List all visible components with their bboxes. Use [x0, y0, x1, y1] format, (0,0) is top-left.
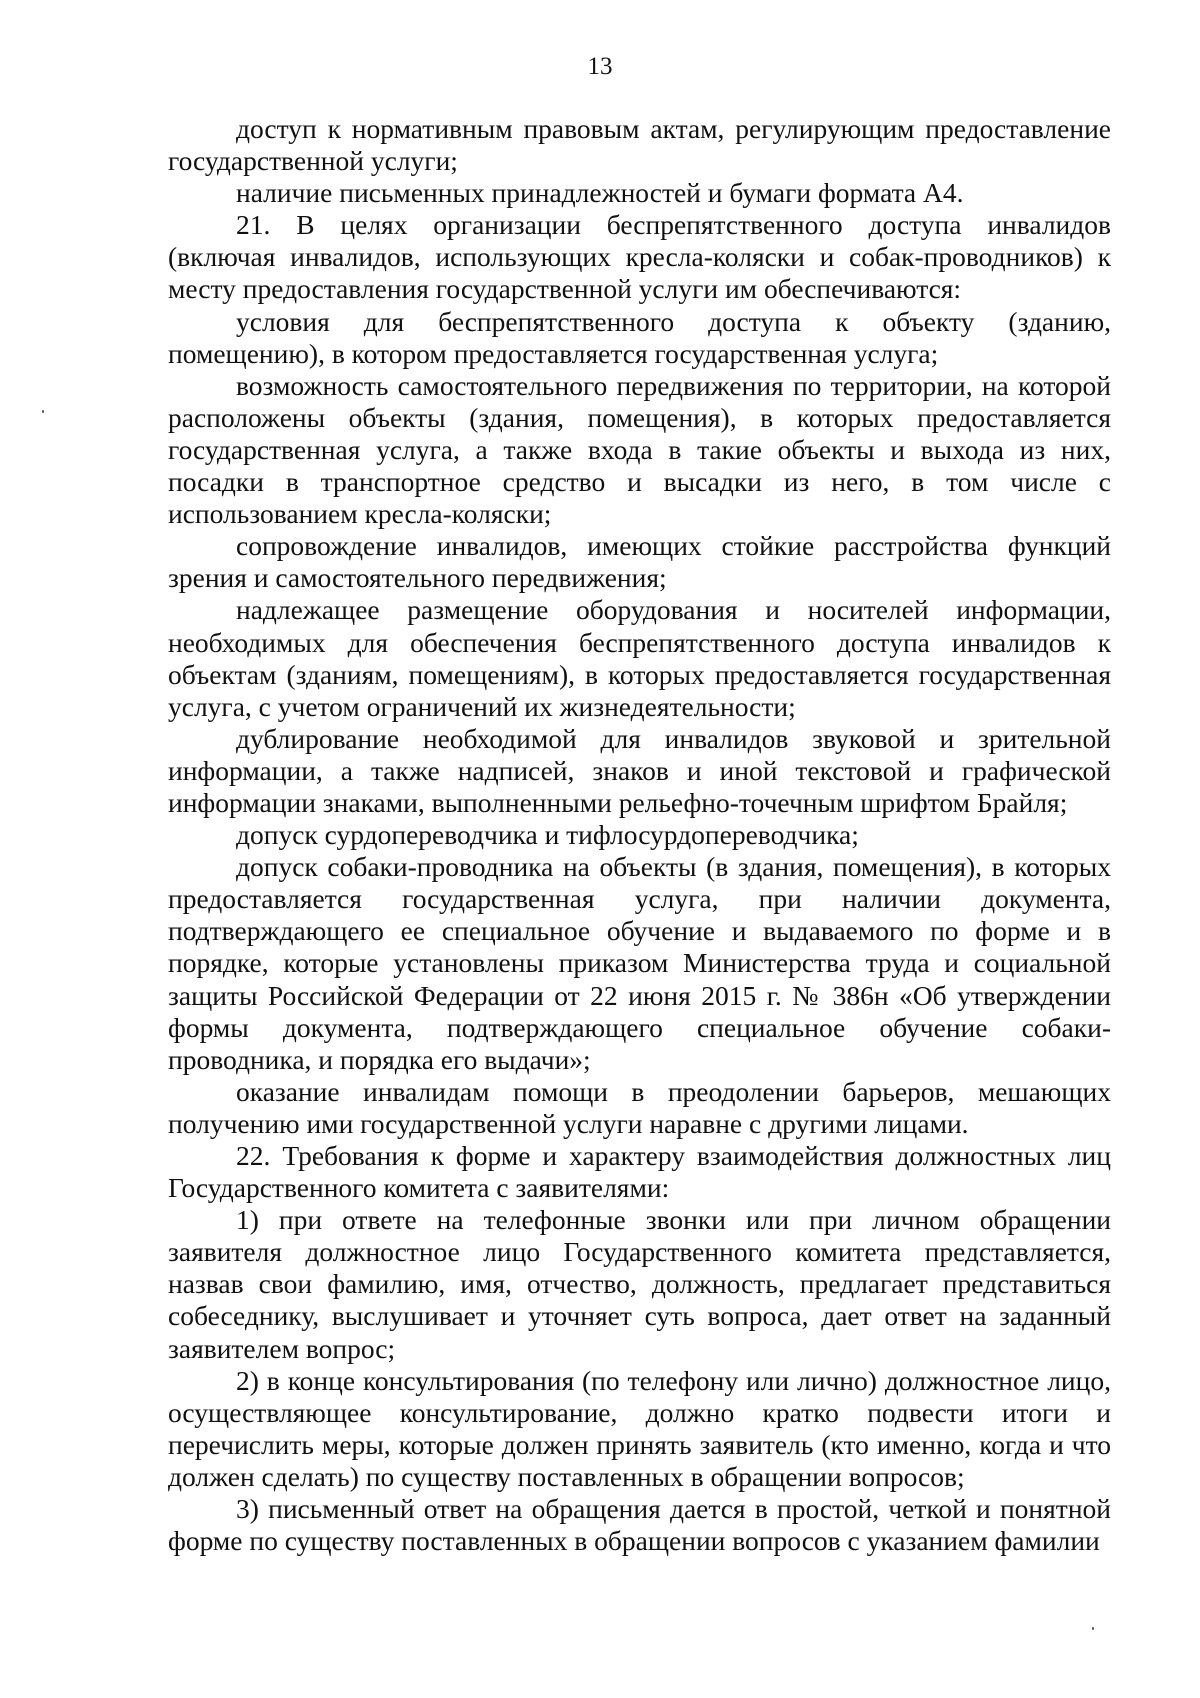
paragraph: 2) в конце консультирования (по телефону или лично) должностное лицо, осуществляющее консультирование, должно кратко подвести итоги и перечислить меры, которые должен принять заявитель (кто именно, когда и что должен сделать) по существу поставленных в обращении вопросов;: [168, 1364, 1111, 1492]
scan-speck: [42, 410, 44, 413]
paragraph: сопровождение инвалидов, имеющих стойкие расстройства функций зрения и самостоятельного передвижения;: [168, 530, 1111, 594]
paragraph: 21. В целях организации беспрепятственного доступа инвалидов (включая инвалидов, использующих кресла-коляски и собак-проводников) к месту предоставления государственной услуги им обеспечиваются:: [168, 209, 1111, 305]
paragraph: наличие письменных принадлежностей и бумаги формата А4.: [236, 177, 964, 209]
paragraph: доступ к нормативным правовым актам, регулирующим предоставление государственной услуги;: [168, 113, 1111, 177]
paragraph: возможность самостоятельного передвижения по территории, на которой расположены объекты (здания, помещения), в которых предоставляется государственная услуга, а также входа в такие объекты и выхода из них, посадки в транспортное средство и высадки из него, в том числе с использованием кресла-коляски;: [168, 369, 1111, 530]
paragraph: 3) письменный ответ на обращения дается в простой, четкой и понятной форме по существу поставленных в обращении вопросов с указанием фамилии: [168, 1493, 1111, 1557]
paragraph: 22. Требования к форме и характеру взаимодействия должностных лиц Государственного комитета с заявителями:: [168, 1140, 1111, 1204]
paragraph: дублирование необходимой для инвалидов звуковой и зрительной информации, а также надписей, знаков и иной текстовой и графической информации знаками, выполненными рельефно-точечным шрифтом Брайля;: [168, 722, 1111, 818]
document-body: [168, 113, 1111, 1557]
page-number: 13: [587, 53, 613, 80]
paragraph: надлежащее размещение оборудования и носителей информации, необходимых для обеспечения беспрепятственного доступа инвалидов к объектам (зданиям, помещениям), в которых предоставляется государственная услуга, с учетом ограничений их жизнедеятельности;: [168, 594, 1111, 722]
scan-speck: [1092, 1627, 1094, 1630]
paragraph: допуск сурдопереводчика и тифлосурдопереводчика;: [236, 819, 859, 851]
paragraph: допуск собаки-проводника на объекты (в здания, помещения), в которых предоставляется государственная услуга, при наличии документа, подтверждающего ее специальное обучение и выдаваемого по форме и в порядке, которые установлены приказом Министерства труда и социальной защиты Российской Федерации от 22 июня 2015 г. № 386н «Об утверждении формы документа, подтверждающего специальное обучение собаки-проводника, и порядка его выдачи»;: [168, 851, 1111, 1075]
paragraph: условия для беспрепятственного доступа к объекту (зданию, помещению), в котором предоставляется государственная услуга;: [168, 305, 1111, 369]
paragraph: оказание инвалидам помощи в преодолении барьеров, мешающих получению ими государственной услуги наравне с другими лицами.: [168, 1075, 1111, 1139]
paragraph: 1) при ответе на телефонные звонки или при личном обращении заявителя должностное лицо Государственного комитета представляется, назвав свои фамилию, имя, отчество, должность, предлагает представиться собеседнику, выслушивает и уточняет суть вопроса, дает ответ на заданный заявителем вопрос;: [168, 1204, 1111, 1364]
